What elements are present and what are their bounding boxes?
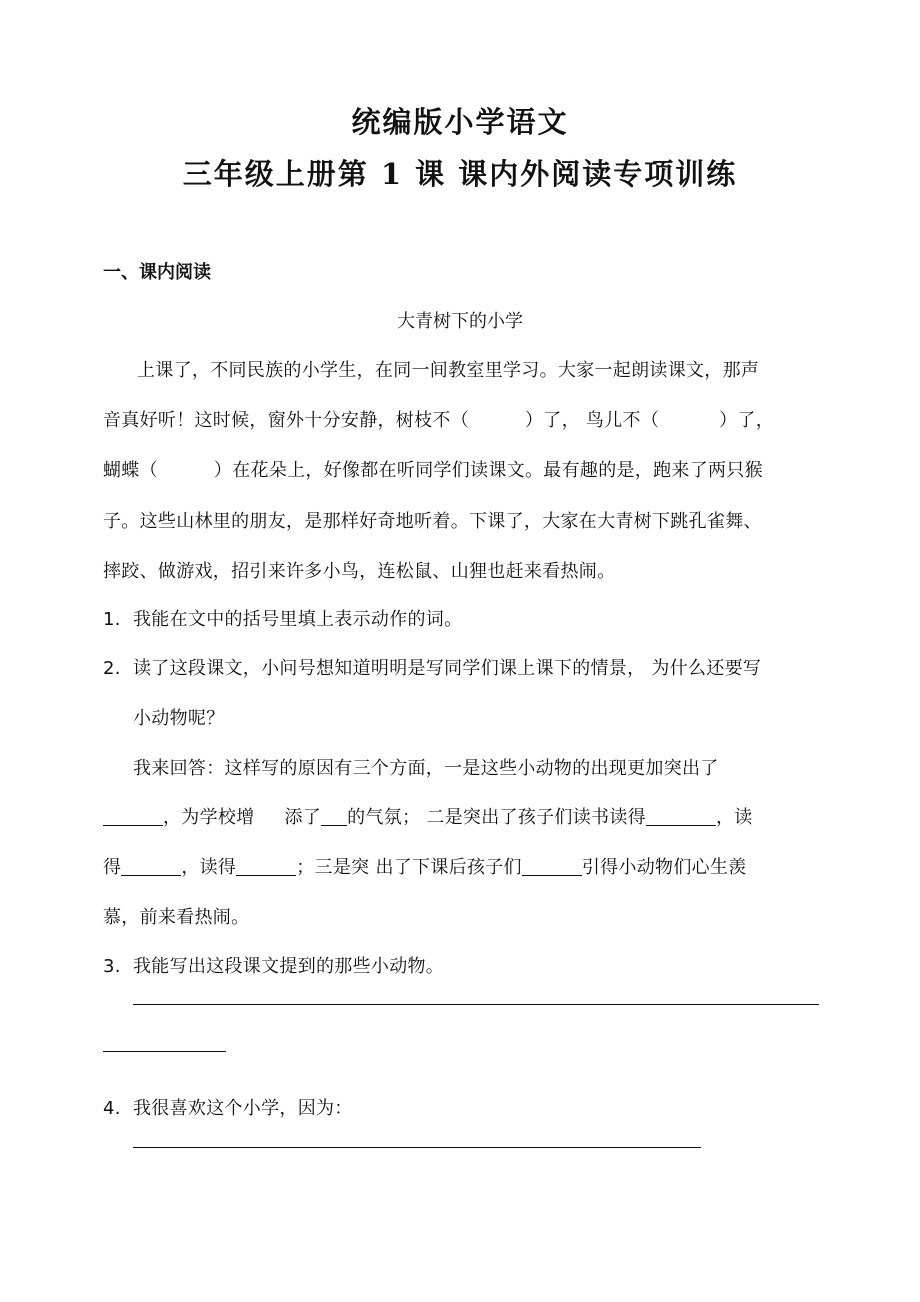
passage-title: 大青树下的小学: [397, 311, 523, 332]
answer-line: 我来回答：这样写的原因有三个方面，一是这些小动物的出现更加突出了: [133, 758, 719, 779]
answer-rule[interactable]: [103, 1051, 226, 1052]
passage-line: 蝴蝶（ ）在花朵上，好像都在听同学们读课文。最有趣的是，跑来了两只猴: [103, 460, 763, 481]
answer-rule[interactable]: [133, 1004, 819, 1005]
passage-line: 摔跤、做游戏，招引来许多小鸟，连松鼠、山狸也赶来看热闹。: [103, 561, 616, 582]
fill-blank[interactable]: [646, 807, 716, 826]
answer-line: 慕，前来看热闹。: [103, 907, 250, 928]
question-3: 3. 我能写出这段课文提到的那些小动物。: [103, 956, 445, 977]
document-title: 统编版小学语文: [351, 105, 569, 139]
question-4: 4. 我很喜欢这个小学，因为：: [103, 1098, 353, 1119]
passage-line: 音真好听！这时候，窗外十分安静，树枝不（ ）了， 鸟儿不（ ）了，: [103, 410, 775, 431]
question-2-cont: 小动物呢？: [133, 708, 225, 729]
answer-rule[interactable]: [133, 1147, 701, 1148]
question-2: 2. 读了这段课文，小问号想知道明明是写同学们课上课下的情景， 为什么还要写: [103, 658, 762, 679]
fill-blank[interactable]: [236, 857, 296, 876]
answer-line: ，为学校增 添了 的气氛； 二是突出了孩子们读书读得 ，读: [103, 803, 753, 829]
fill-blank[interactable]: [522, 857, 582, 876]
fill-blank[interactable]: [321, 807, 347, 826]
document-subtitle: 三年级上册第 1 课 课内外阅读专项训练: [182, 157, 738, 191]
fill-blank[interactable]: [103, 807, 163, 826]
section-heading: 一、课内阅读: [103, 262, 211, 283]
passage-line: 子。这些山林里的朋友，是那样好奇地听着。下课了，大家在大青树下跳孔雀舞、: [103, 511, 762, 532]
answer-line: 得 ，读得 ；三是突 出了下课后孩子们 引得小动物们心生羡: [103, 857, 747, 878]
passage-line: 上课了，不同民族的小学生，在同一间教室里学习。大家一起朗读课文，那声: [137, 360, 760, 381]
question-1: 1. 我能在文中的括号里填上表示动作的词。: [103, 609, 463, 630]
fill-blank[interactable]: [121, 857, 181, 876]
